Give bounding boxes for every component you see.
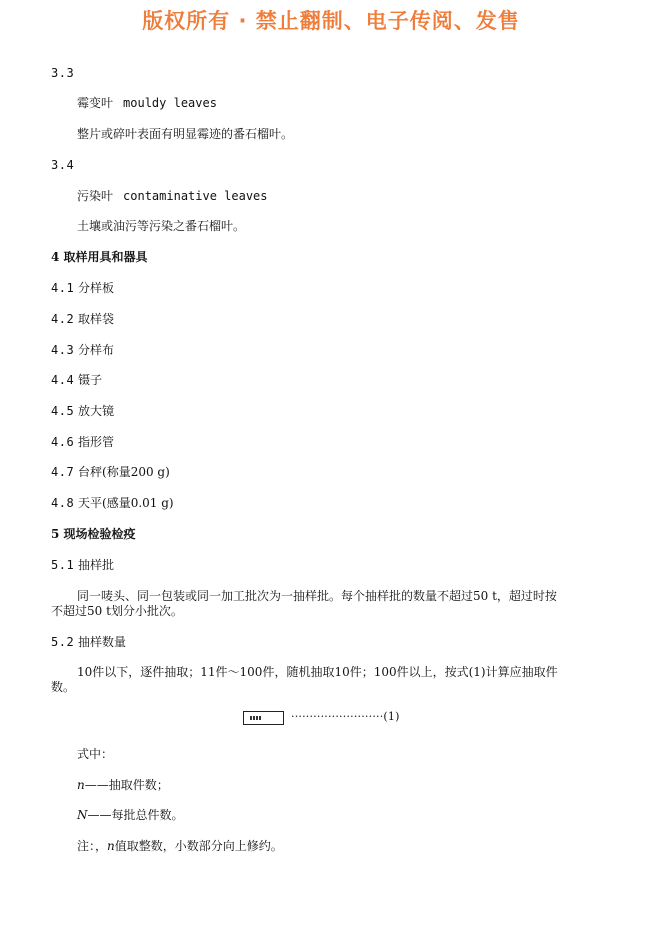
list-item: 4.7 台秤(称量200 g) <box>51 465 170 479</box>
list-item: 4.6 指形管 <box>51 435 115 449</box>
list-item: 4.8 天平(感量0.01 g) <box>51 496 174 510</box>
paragraph-line: 数。 <box>51 680 76 694</box>
section-3-4-number: 3.4 <box>51 158 75 172</box>
equation-number: (1) <box>383 710 400 723</box>
variable-definition: n——抽取件数； <box>77 778 169 792</box>
section-3-3-number: 3.3 <box>51 66 75 80</box>
formula-image <box>243 711 284 725</box>
section-number: 5 <box>51 527 60 541</box>
list-item: 4.3 分样布 <box>51 343 115 357</box>
term-definition: 土壤或油污等污染之番石榴叶。 <box>77 219 246 233</box>
note: 注：，n值取整数，小数部分向上修约。 <box>77 839 283 853</box>
term-cn: 霉变叶 <box>77 96 114 110</box>
section-5-heading <box>51 526 136 542</box>
term-en: contaminative leaves <box>123 189 268 203</box>
section-5-1-heading: 5.1 抽样批 <box>51 558 115 572</box>
term-contaminative-leaves <box>77 188 268 204</box>
section-number: 4 <box>51 250 60 264</box>
list-item: 4.4 镊子 <box>51 373 103 387</box>
list-item: 4.5 放大镜 <box>51 404 115 418</box>
section-title: 取样用具和器具 <box>63 250 148 264</box>
section-4-heading <box>51 249 148 265</box>
term-definition: 整片或碎叶表面有明显霉迹的番石榴叶。 <box>77 127 294 141</box>
term-mouldy-leaves <box>77 95 217 111</box>
formula-glyph <box>250 716 262 720</box>
section-title: 现场检验检疫 <box>63 527 136 541</box>
term-en: mouldy leaves <box>123 96 217 110</box>
list-item: 4.2 取样袋 <box>51 312 115 326</box>
term-cn: 污染叶 <box>77 189 114 203</box>
copyright-banner: 版权所有 · 禁止翻制、电子传阅、发售 <box>142 9 520 33</box>
paragraph-line: 10件以下，逐件抽取；11件～100件，随机抽取10件；100件以上，按式(1)计算应抽取件 <box>77 665 558 679</box>
leader-dots: ························· <box>291 710 384 723</box>
paragraph-line: 不超过50 t划分小批次。 <box>51 604 183 618</box>
section-5-2-heading: 5.2 抽样数量 <box>51 635 127 649</box>
formula-leader <box>291 710 400 723</box>
variable-definition: N——每批总件数。 <box>77 808 184 822</box>
where-label: 式中： <box>77 747 114 761</box>
paragraph-line: 同一唛头、同一包装或同一加工批次为一抽样批。每个抽样批的数量不超过50 t，超过时按 <box>77 589 557 603</box>
list-item: 4.1 分样板 <box>51 281 115 295</box>
